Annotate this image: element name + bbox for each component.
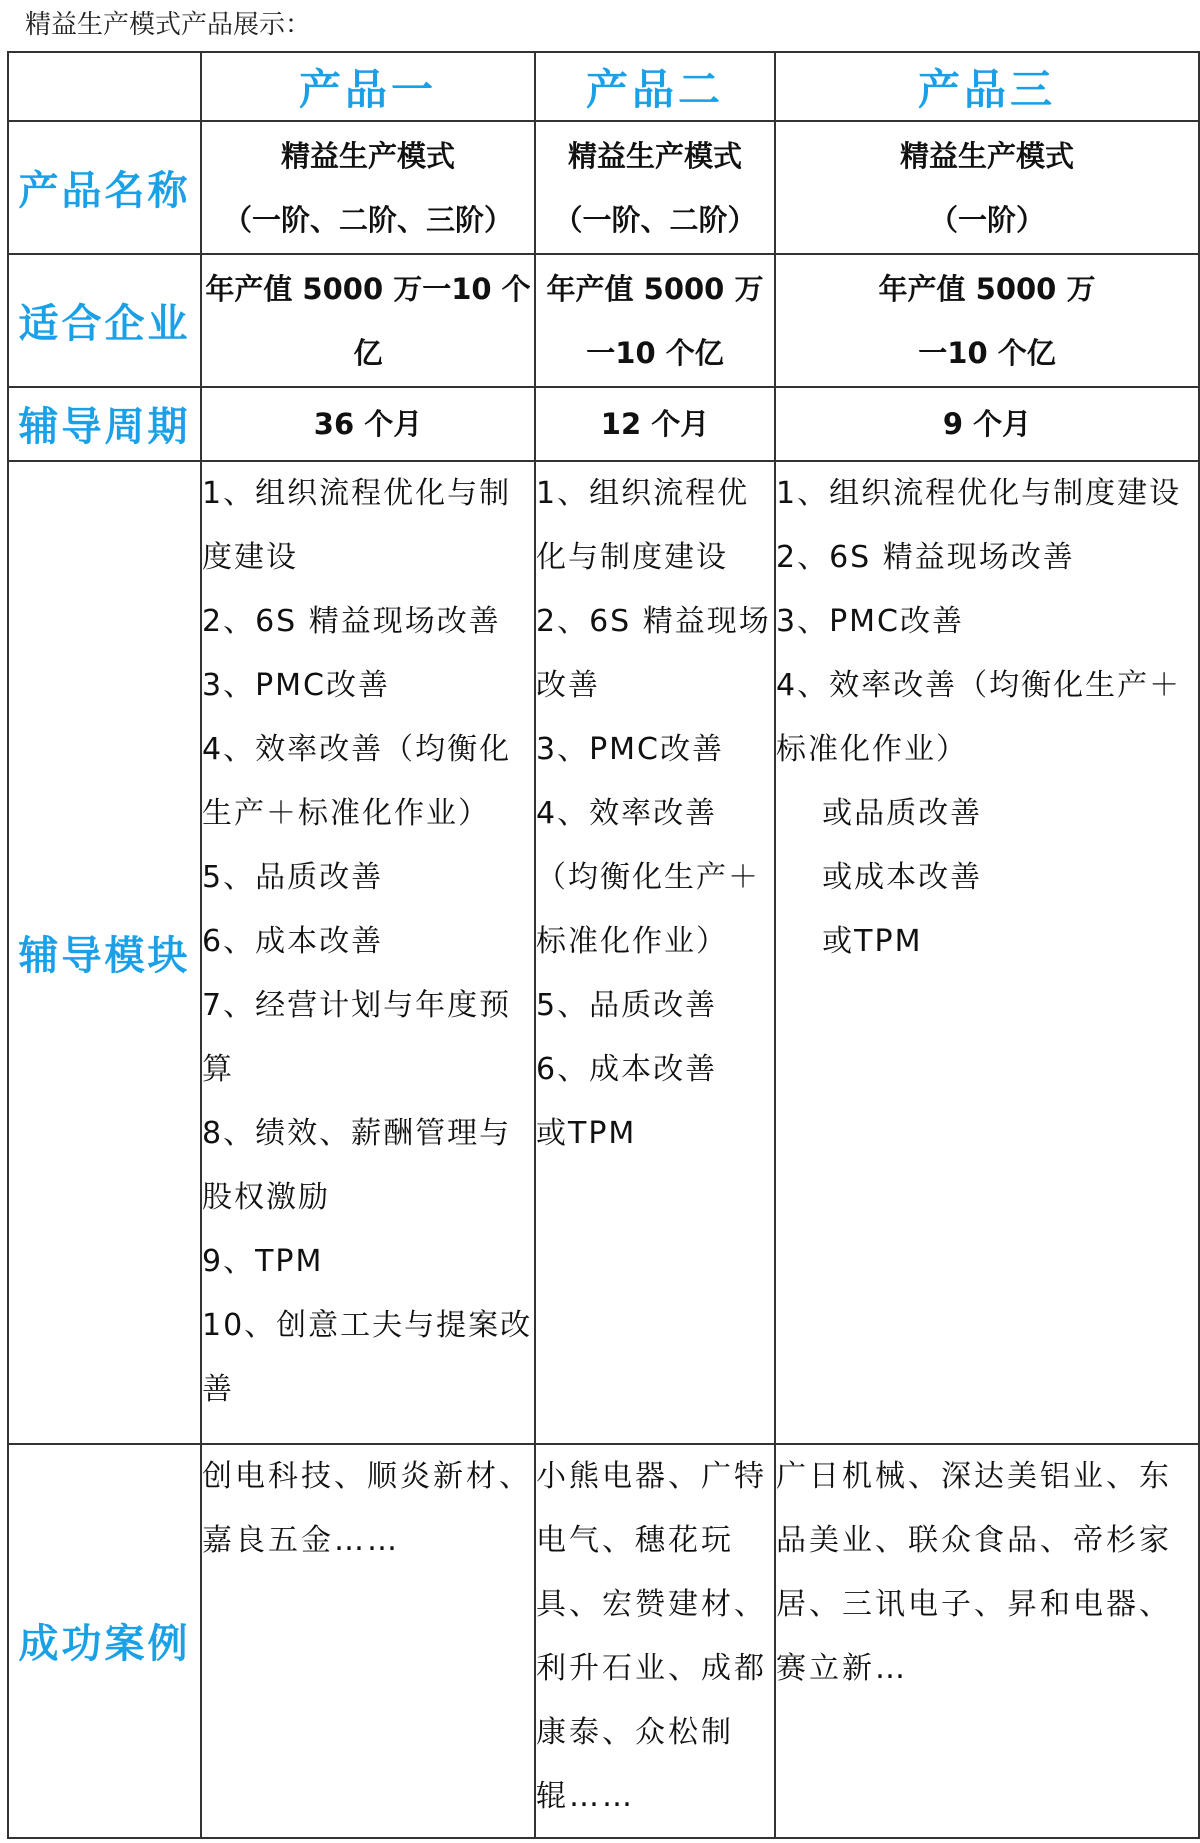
modules-product-1 — [201, 461, 535, 1444]
label-period: 辅导周期 — [8, 387, 201, 461]
row-modules — [8, 461, 1199, 1444]
module-item: 4、效率改善（均衡化生产＋标准化作业） — [776, 667, 1182, 767]
module-item: 4、效率改善（均衡化生产＋标准化作业） — [536, 795, 760, 959]
cases-product-3: 广日机械、深达美铝业、东品美业、联众食品、帝杉家居、三讯电子、昇和电器、赛立新… — [775, 1444, 1199, 1838]
period-product-3: 9 个月 — [775, 387, 1199, 461]
row-product-name — [8, 121, 1199, 254]
module-item: 或品质改善 — [776, 795, 983, 831]
module-item: 1、组织流程优化与制度建设 — [776, 475, 1182, 511]
enterprise-product-3: 年产值 5000 万 一10 个亿 — [775, 254, 1199, 387]
label-modules: 辅导模块 — [8, 461, 201, 1444]
header-row — [8, 52, 1199, 121]
module-item: 3、PMC改善 — [536, 731, 725, 767]
label-cases: 成功案例 — [8, 1444, 201, 1838]
modules-product-2 — [535, 461, 775, 1444]
module-item: 9、TPM — [202, 1243, 324, 1279]
module-item: 1、组织流程优化与制度建设 — [536, 475, 750, 575]
corner-cell — [8, 52, 201, 121]
cases-product-1: 创电科技、顺炎新材、嘉良五金…… — [201, 1444, 535, 1838]
module-item: 2、6S 精益现场改善 — [536, 603, 771, 703]
label-product-name: 产品名称 — [8, 121, 201, 254]
module-item: 6、成本改善 — [202, 923, 384, 959]
product-table — [7, 51, 1200, 1839]
header-product-3: 产品三 — [775, 52, 1199, 121]
module-item: 10、创意工夫与提案改善 — [202, 1307, 533, 1407]
name-product-3: 精益生产模式 （一阶） — [775, 121, 1199, 254]
enterprise-product-1: 年产值 5000 万一10 个 亿 — [201, 254, 535, 387]
row-enterprise — [8, 254, 1199, 387]
module-item: 3、PMC改善 — [776, 603, 965, 639]
name-product-2: 精益生产模式 （一阶、二阶） — [535, 121, 775, 254]
period-product-1: 36 个月 — [201, 387, 535, 461]
module-item: 5、品质改善 — [202, 859, 384, 895]
row-cases — [8, 1444, 1199, 1838]
module-item: 2、6S 精益现场改善 — [776, 539, 1075, 575]
header-product-2: 产品二 — [535, 52, 775, 121]
module-item: 8、绩效、薪酬管理与股权激励 — [202, 1115, 512, 1215]
module-item: 2、6S 精益现场改善 — [202, 603, 501, 639]
row-period — [8, 387, 1199, 461]
name-product-1: 精益生产模式 （一阶、二阶、三阶） — [201, 121, 535, 254]
module-item: 6、成本改善 — [536, 1051, 718, 1087]
module-item: 4、效率改善（均衡化生产＋标准化作业） — [202, 731, 512, 831]
module-item: 或TPM — [776, 923, 923, 959]
header-product-1: 产品一 — [201, 52, 535, 121]
enterprise-product-2: 年产值 5000 万 一10 个亿 — [535, 254, 775, 387]
page-caption: 精益生产模式产品展示： — [25, 10, 312, 40]
module-item: 7、经营计划与年度预算 — [202, 987, 512, 1087]
module-item: 1、组织流程优化与制度建设 — [202, 475, 512, 575]
module-item: 5、品质改善 — [536, 987, 718, 1023]
label-enterprise: 适合企业 — [8, 254, 201, 387]
module-item: 或成本改善 — [776, 859, 983, 895]
cases-product-2: 小熊电器、广特电气、穗花玩具、宏赞建材、利升石业、成都康泰、众松制辊…… — [535, 1444, 775, 1838]
module-item: 3、PMC改善 — [202, 667, 391, 703]
module-item: 或TPM — [536, 1115, 637, 1151]
modules-product-3 — [775, 461, 1199, 1444]
period-product-2: 12 个月 — [535, 387, 775, 461]
